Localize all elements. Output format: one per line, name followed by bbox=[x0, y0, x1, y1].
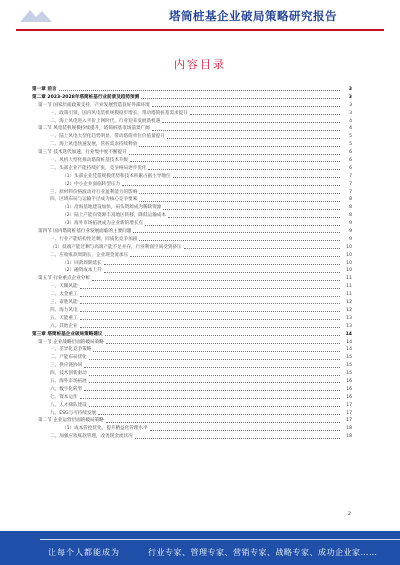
toc-entry-text: 二、大金重工 bbox=[50, 292, 78, 298]
toc-leader-dots bbox=[89, 359, 340, 360]
toc-entry[interactable] bbox=[32, 244, 352, 252]
toc-entry-page: 7 bbox=[349, 189, 352, 195]
toc-leader-dots bbox=[139, 146, 340, 147]
toc-entry-page: 5 bbox=[349, 142, 352, 148]
toc-entry[interactable] bbox=[32, 204, 352, 212]
toc-leader-dots bbox=[104, 264, 340, 265]
toc-leader-dots bbox=[80, 319, 340, 320]
toc-leader-dots bbox=[163, 209, 340, 210]
toc-leader-dots bbox=[135, 438, 340, 439]
toc-entry-text: 四、区域布局与运输半径成为核心竞争要素 bbox=[50, 197, 138, 203]
toc-entry-page: 9 bbox=[349, 221, 352, 227]
toc-entry-page: 10 bbox=[346, 252, 352, 258]
toc-entry[interactable] bbox=[32, 141, 352, 149]
toc-entry-text: 三、供应链协同 bbox=[50, 363, 83, 369]
toc-entry-page: 5 bbox=[349, 134, 352, 140]
toc-leader-dots bbox=[130, 256, 340, 257]
toc-entry-page: 9 bbox=[349, 236, 352, 242]
toc-entry[interactable] bbox=[32, 86, 352, 94]
toc-entry[interactable] bbox=[32, 133, 352, 141]
toc-entry[interactable] bbox=[32, 173, 352, 181]
toc-entry-page: 17 bbox=[346, 410, 352, 416]
toc-entry[interactable] bbox=[32, 236, 352, 244]
toc-entry-text: （3）海外市场拓展成为企业新的增长点 bbox=[62, 221, 144, 227]
toc-entry-page: 6 bbox=[349, 158, 352, 164]
toc-entry-text: 第一节 国家层面政策支持，产业发展营造良好外部环境 bbox=[38, 102, 150, 108]
toc-leader-dots bbox=[89, 406, 340, 407]
toc-entry[interactable] bbox=[32, 410, 352, 418]
toc-entry[interactable] bbox=[32, 220, 352, 228]
toc-entry[interactable] bbox=[32, 149, 352, 157]
toc-entry-page: 3 bbox=[348, 94, 352, 100]
toc-entry-page: 4 bbox=[349, 126, 352, 132]
toc-leader-dots bbox=[167, 138, 340, 139]
toc-entry[interactable] bbox=[32, 394, 352, 402]
toc-leader-dots bbox=[104, 272, 340, 273]
toc-entry-text: 第二章 2023-2028年塔筒桩基行业前景及趋势预测 bbox=[32, 94, 140, 100]
toc-entry-page: 17 bbox=[346, 402, 352, 408]
toc-entry-text: 二、应收账款周期长，企业现金流承压 bbox=[50, 252, 129, 258]
toc-leader-dots bbox=[173, 177, 340, 178]
toc-entry-text: 二、海上风电进入平价上网时代，行业迎来发展新机遇 bbox=[50, 118, 161, 124]
toc-entry[interactable] bbox=[32, 94, 352, 102]
toc-leader-dots bbox=[148, 169, 340, 170]
toc-entry[interactable] bbox=[32, 291, 352, 299]
toc-entry-page: 14 bbox=[346, 339, 352, 345]
toc-leader-dots bbox=[139, 193, 340, 194]
toc-entry-page: 7 bbox=[349, 181, 352, 187]
toc-entry[interactable] bbox=[32, 283, 352, 291]
toc-entry[interactable] bbox=[32, 307, 352, 315]
toc-leader-dots bbox=[89, 375, 340, 376]
toc-entry[interactable] bbox=[32, 346, 352, 354]
toc-entry-text: （2）融资成本上升 bbox=[62, 268, 102, 274]
toc-entry-text: 二、头部企业产能持续扩张，竞争格局逐步优化 bbox=[50, 165, 147, 171]
toc-entry[interactable] bbox=[32, 252, 352, 260]
toc-leader-dots bbox=[93, 351, 340, 352]
toc-entry-text: 第二节 风电装机规模持续提升，塔筒桩基市场前景广阔 bbox=[38, 126, 150, 132]
toc-entry-page: 13 bbox=[346, 323, 352, 329]
toc-leader-dots bbox=[184, 248, 340, 249]
toc-leader-dots bbox=[130, 161, 340, 162]
toc-entry-page: 12 bbox=[346, 307, 352, 313]
report-header bbox=[0, 0, 400, 34]
toc-entry[interactable] bbox=[32, 331, 352, 339]
toc-entry[interactable] bbox=[32, 125, 352, 133]
toc-entry-page: 16 bbox=[346, 378, 352, 384]
toc-entry-text: 一、差异化竞争策略 bbox=[50, 347, 92, 353]
toc-entry[interactable] bbox=[32, 267, 352, 275]
toc-entry[interactable] bbox=[32, 339, 352, 347]
toc-entry[interactable] bbox=[32, 196, 352, 204]
toc-leader-dots bbox=[190, 114, 340, 115]
toc-entry[interactable] bbox=[32, 110, 352, 118]
toc-entry-page: 8 bbox=[349, 205, 352, 211]
toc-entry[interactable] bbox=[32, 118, 352, 126]
toc-entry[interactable] bbox=[32, 275, 352, 283]
toc-leader-dots bbox=[89, 382, 340, 383]
toc-entry-page: 8 bbox=[349, 213, 352, 219]
toc-entry-page: 11 bbox=[346, 284, 352, 290]
toc-entry-text: 七、资本运作 bbox=[50, 394, 78, 400]
toc-entry[interactable] bbox=[32, 260, 352, 268]
toc-entry-text: 五、天能重工 bbox=[50, 315, 78, 321]
toc-entry-text: （1）成本管控优化，提升精益化管理水平 bbox=[62, 426, 148, 432]
toc-entry[interactable] bbox=[32, 370, 352, 378]
toc-entry-page: 3 bbox=[349, 102, 352, 108]
toc-entry-page: 15 bbox=[346, 371, 352, 377]
toc-entry-text: 第二节 企业运营层面的破局策略 bbox=[38, 418, 104, 424]
toc-entry-text: 五、海外市场拓展 bbox=[50, 378, 87, 384]
toc-entry-text: （1）回款周期延长 bbox=[62, 260, 102, 266]
toc-entry-text: （1）低端产能过剩与高端产能不足并存，行业利润空间受到挤压 bbox=[50, 244, 182, 250]
toc-entry-text: 八、人才梯队建设 bbox=[50, 402, 87, 408]
toc-entry[interactable] bbox=[32, 165, 352, 173]
toc-entry-text: 第一节 企业战略层面的破局策略 bbox=[38, 339, 104, 345]
toc-leader-dots bbox=[145, 225, 340, 226]
toc-entry-text: 一、政策引领，国内风电装机规模稳步增长，带动塔筒桩基需求提升 bbox=[50, 110, 188, 116]
toc-entry-text: 二、产能布局优化 bbox=[50, 355, 87, 361]
brand-logo-icon bbox=[18, 7, 64, 25]
toc-entry-page: 12 bbox=[346, 300, 352, 306]
toc-entry-text: 一、风机大型化推动塔筒桩基技术升级 bbox=[50, 158, 129, 164]
toc-leader-dots bbox=[139, 240, 340, 241]
toc-entry[interactable] bbox=[32, 323, 352, 331]
toc-entry[interactable] bbox=[32, 315, 352, 323]
toc-entry-page: 8 bbox=[349, 197, 352, 203]
toc-entry-text: （2）中小企业面临转型压力 bbox=[62, 181, 121, 187]
toc-leader-dots bbox=[106, 343, 340, 344]
toc-entry-page: 15 bbox=[346, 355, 352, 361]
toc-leader-dots bbox=[105, 335, 340, 336]
toc-leader-dots bbox=[80, 303, 340, 304]
toc-entry-page: 7 bbox=[349, 173, 352, 179]
toc-entry[interactable] bbox=[32, 181, 352, 189]
toc-entry-page: 17 bbox=[346, 418, 352, 424]
toc-heading: 内容目录 bbox=[174, 58, 226, 71]
toc-entry-text: （1）头部企业凭借规模优势和技术积累占据主导地位 bbox=[62, 173, 171, 179]
toc-leader-dots bbox=[98, 414, 340, 415]
report-title: 塔筒桩基企业破局策略研究报告 bbox=[169, 9, 337, 23]
page-footer bbox=[0, 531, 400, 565]
toc-leader-dots bbox=[80, 398, 340, 399]
toc-entry-page: 6 bbox=[349, 150, 352, 156]
toc-entry-text: 一、行业产能结构性过剩，同质化竞争加剧 bbox=[50, 236, 138, 242]
toc-entry[interactable] bbox=[32, 378, 352, 386]
toc-entry-text: 一、天顺风能 bbox=[50, 284, 78, 290]
toc-entry-text: 九、ESG与可持续发展 bbox=[50, 410, 97, 416]
toc-entry[interactable] bbox=[32, 102, 352, 110]
toc-entry[interactable] bbox=[32, 362, 352, 370]
toc-leader-dots bbox=[139, 201, 340, 202]
toc-entry-page: 18 bbox=[346, 434, 352, 440]
toc-leader-dots bbox=[129, 154, 340, 155]
toc-entry-text: 四、海力风电 bbox=[50, 307, 78, 313]
toc-leader-dots bbox=[80, 327, 340, 328]
toc-entry-text: 第一章 前言 bbox=[32, 87, 57, 92]
toc-leader-dots bbox=[80, 288, 340, 289]
toc-entry[interactable] bbox=[32, 425, 352, 433]
toc-entry-text: 第三章 塔筒桩基企业破局策略建议 bbox=[32, 331, 103, 337]
toc-leader-dots bbox=[141, 98, 340, 99]
toc-entry-text: 第五节 行业重点企业分析 bbox=[38, 276, 90, 282]
toc-entry-page: 14 bbox=[345, 331, 352, 337]
toc-entry-text: 三、原材料价格波动对行业盈利能力的影响 bbox=[50, 189, 138, 195]
toc-entry-text: 一、陆上风电大型化趋势明显，带动塔筒单位价值量提升 bbox=[50, 134, 165, 140]
toc-entry[interactable] bbox=[32, 354, 352, 362]
toc-entry-text: 三、泰胜风能 bbox=[50, 300, 78, 306]
toc-entry[interactable] bbox=[32, 212, 352, 220]
footer-slogan-right: 行业专家、管理专家、营销专家、战略专家、成功企业家…… bbox=[148, 548, 378, 557]
header-divider bbox=[16, 29, 384, 31]
toc-leader-dots bbox=[133, 232, 340, 233]
toc-entry-page: 4 bbox=[349, 118, 352, 124]
toc-leader-dots bbox=[80, 311, 340, 312]
toc-entry-page: 6 bbox=[349, 165, 352, 171]
toc-entry-page: 11 bbox=[346, 276, 352, 282]
toc-entry-page: 14 bbox=[346, 347, 352, 353]
toc-entry-text: 二、加强应收账款管理，改善现金流状况 bbox=[50, 434, 133, 440]
toc-entry-page: 10 bbox=[346, 268, 352, 274]
footer-divider bbox=[40, 539, 400, 540]
toc-entry[interactable] bbox=[32, 299, 352, 307]
toc-entry[interactable] bbox=[32, 157, 352, 165]
toc-leader-dots bbox=[152, 130, 340, 131]
toc-entry-text: 六、其他企业 bbox=[50, 323, 78, 329]
toc-entry-page: 15 bbox=[346, 363, 352, 369]
toc-leader-dots bbox=[150, 430, 340, 431]
toc-entry-text: （1）沿海基地建设加快，码头资源成为稀缺资源 bbox=[62, 205, 162, 211]
toc-entry-text: 第三节 技术迭代加速，行业集中度不断提升 bbox=[38, 150, 127, 156]
toc-entry[interactable] bbox=[32, 228, 352, 236]
table-of-contents bbox=[32, 86, 352, 441]
toc-entry-page: 13 bbox=[346, 315, 352, 321]
toc-entry-page: 10 bbox=[346, 244, 352, 250]
toc-entry-page: 9 bbox=[349, 229, 352, 235]
toc-entry-page: 18 bbox=[346, 426, 352, 432]
toc-leader-dots bbox=[122, 185, 340, 186]
toc-entry-page: 11 bbox=[346, 292, 352, 298]
toc-entry-page: 10 bbox=[346, 260, 352, 266]
toc-entry[interactable] bbox=[32, 433, 352, 441]
toc-entry-text: 六、数字化转型 bbox=[50, 386, 83, 392]
toc-entry-text: （2）陆上产能向资源丰富地区转移，降低运输成本 bbox=[62, 213, 166, 219]
toc-leader-dots bbox=[84, 390, 340, 391]
toc-entry-page: 16 bbox=[346, 394, 352, 400]
toc-entry-page: 16 bbox=[346, 386, 352, 392]
toc-entry-page: 3 bbox=[349, 110, 352, 116]
toc-leader-dots bbox=[168, 217, 340, 218]
toc-entry-text: 第四节 国内塔筒桩基行业发展面临的主要问题 bbox=[38, 229, 132, 235]
toc-entry-page: 3 bbox=[348, 87, 352, 92]
toc-entry-text: 四、技术创新驱动 bbox=[50, 371, 87, 377]
toc-leader-dots bbox=[84, 367, 340, 368]
toc-leader-dots bbox=[80, 296, 340, 297]
toc-entry[interactable] bbox=[32, 386, 352, 394]
toc-entry[interactable] bbox=[32, 402, 352, 410]
toc-entry[interactable] bbox=[32, 189, 352, 197]
footer-slogan-left: 让每个人都能成为 bbox=[48, 548, 120, 557]
page-number: 2 bbox=[348, 512, 351, 517]
toc-leader-dots bbox=[152, 106, 340, 107]
toc-leader-dots bbox=[59, 90, 340, 91]
toc-leader-dots bbox=[106, 422, 340, 423]
toc-entry-text: 二、海上风电快速发展，管桩需求持续释放 bbox=[50, 142, 138, 148]
toc-leader-dots bbox=[162, 122, 340, 123]
toc-entry[interactable] bbox=[32, 417, 352, 425]
toc-leader-dots bbox=[92, 280, 340, 281]
